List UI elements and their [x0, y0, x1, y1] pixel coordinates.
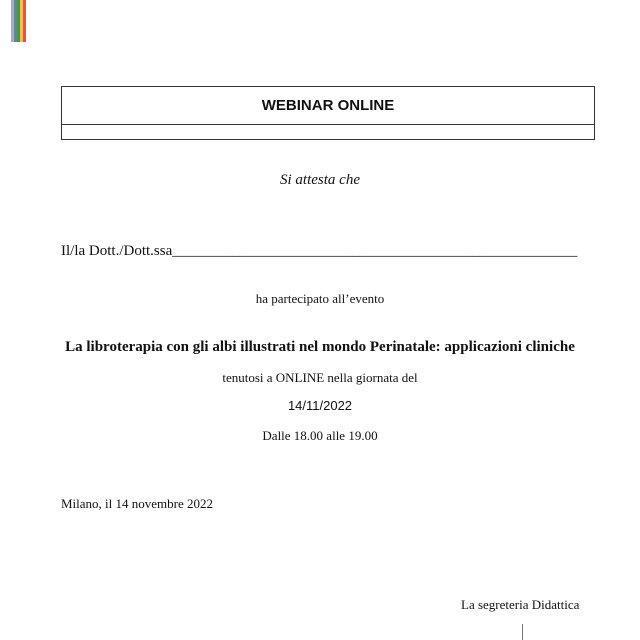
event-title: La libroterapia con gli albi illustrati nel mondo Perinatale: applicazioni cliniche — [65, 339, 575, 355]
header-title: WEBINAR ONLINE — [62, 87, 594, 125]
logo-stripes — [11, 0, 26, 42]
event-date: 14/11/2022 — [287, 398, 353, 413]
place-date: Milano, il 14 novembre 2022 — [61, 496, 214, 511]
signature-mark — [522, 624, 523, 640]
header-table — [61, 86, 595, 140]
name-line: Il/la Dott./Dott.ssa______________________________________________________ — [61, 243, 578, 259]
signature-label: La segreteria Didattica — [461, 597, 580, 612]
stripe — [23, 0, 26, 42]
held-text: tenutosi a ONLINE nella giornata del — [222, 370, 418, 385]
participated-text: ha partecipato all’evento — [255, 291, 385, 306]
attesta-text: Si attesta che — [280, 172, 360, 188]
event-time: Dalle 18.00 alle 19.00 — [262, 428, 378, 443]
